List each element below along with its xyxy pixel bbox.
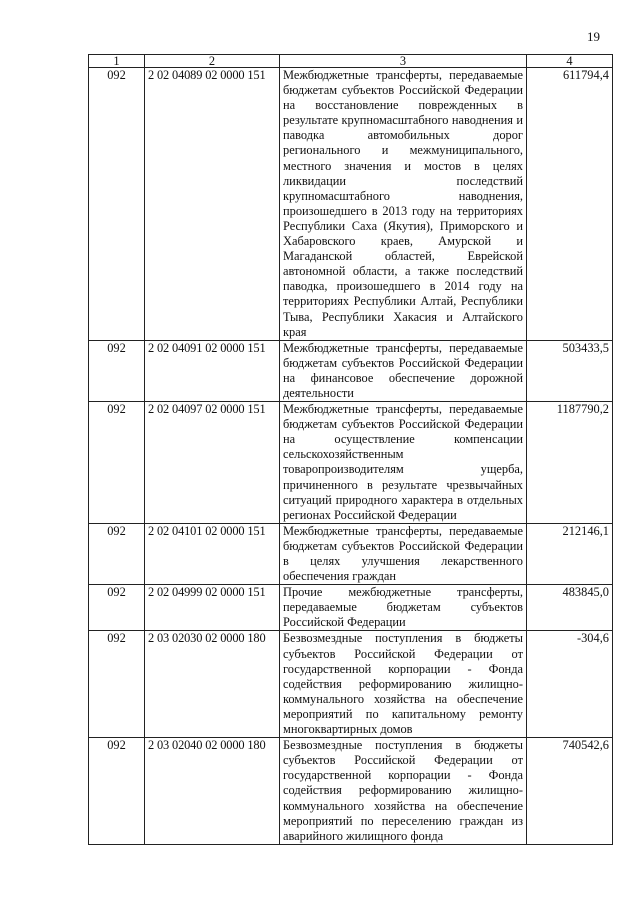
amount-cell: 483845,0 [527, 585, 613, 631]
amount-cell: 611794,4 [527, 68, 613, 341]
table-header-row [89, 55, 613, 68]
table-row [89, 523, 613, 584]
revenue-name-cell: Межбюджетные трансферты, передаваемые бюджетам субъектов Российской Федерации в целях улучшения лекарственного обеспечения граждан [280, 523, 527, 584]
revenue-name-cell: Безвозмездные поступления в бюджеты субъектов Российской Федерации от государственной корпорации - Фонда содействия реформированию жилищно-коммунального хозяйства на обеспечение мероприятий по капитальному ремонту многоквартирных домов [280, 631, 527, 738]
amount-cell: 503433,5 [527, 340, 613, 401]
column-header-4: 4 [527, 55, 613, 68]
budget-code-cell: 2 02 04097 02 0000 151 [145, 402, 280, 524]
budget-code-cell: 2 02 04999 02 0000 151 [145, 585, 280, 631]
column-header-1: 1 [89, 55, 145, 68]
budget-code-cell: 2 03 02040 02 0000 180 [145, 738, 280, 845]
table-row [89, 68, 613, 341]
admin-code-cell: 092 [89, 68, 145, 341]
admin-code-cell: 092 [89, 340, 145, 401]
amount-cell: -304,6 [527, 631, 613, 738]
budget-code-cell: 2 03 02030 02 0000 180 [145, 631, 280, 738]
admin-code-cell: 092 [89, 585, 145, 631]
budget-code-cell: 2 02 04101 02 0000 151 [145, 523, 280, 584]
admin-code-cell: 092 [89, 523, 145, 584]
table-row [89, 340, 613, 401]
table-row [89, 585, 613, 631]
revenue-name-cell: Межбюджетные трансферты, передаваемые бюджетам субъектов Российской Федерации на осуществление компенсации сельскохозяйственным товаропроизводителям ущерба, причиненного в результате чрезвычайных ситуаций природного характера в отдельных регионах Российской Федерации [280, 402, 527, 524]
budget-code-cell: 2 02 04091 02 0000 151 [145, 340, 280, 401]
budget-revenue-table [88, 54, 613, 845]
column-header-2: 2 [145, 55, 280, 68]
amount-cell: 212146,1 [527, 523, 613, 584]
revenue-name-cell: Безвозмездные поступления в бюджеты субъектов Российской Федерации от государственной корпорации - Фонда содействия реформированию жилищно-коммунального хозяйства на обеспечение мероприятий по переселению граждан из аварийного жилищного фонда [280, 738, 527, 845]
admin-code-cell: 092 [89, 738, 145, 845]
page-number: 19 [587, 29, 600, 44]
table-row [89, 402, 613, 524]
table-row [89, 631, 613, 738]
table-row [89, 738, 613, 845]
amount-cell: 1187790,2 [527, 402, 613, 524]
admin-code-cell: 092 [89, 631, 145, 738]
amount-cell: 740542,6 [527, 738, 613, 845]
revenue-name-cell: Межбюджетные трансферты, передаваемые бюджетам субъектов Российской Федерации на восстановление поврежденных в результате крупномасштабного наводнения и паводка автомобильных дорог регионального и межмуниципального, местного значения и мостов в целях ликвидации последствий крупномасштабного наводнения, произошедшего в 2013 году на территориях Республики Саха (Якутия), Приморского и Хабаровского краев, Амурской и Магаданской областей, Еврейской автономной области, а также последствий паводка, произошедшего в 2014 году на территориях Республики Алтай, Республики Тыва, Республики Хакасия и Алтайского края [280, 68, 527, 341]
admin-code-cell: 092 [89, 402, 145, 524]
budget-code-cell: 2 02 04089 02 0000 151 [145, 68, 280, 341]
column-header-3: 3 [280, 55, 527, 68]
revenue-name-cell: Прочие межбюджетные трансферты, передаваемые бюджетам субъектов Российской Федерации [280, 585, 527, 631]
revenue-name-cell: Межбюджетные трансферты, передаваемые бюджетам субъектов Российской Федерации на финансовое обеспечение дорожной деятельности [280, 340, 527, 401]
